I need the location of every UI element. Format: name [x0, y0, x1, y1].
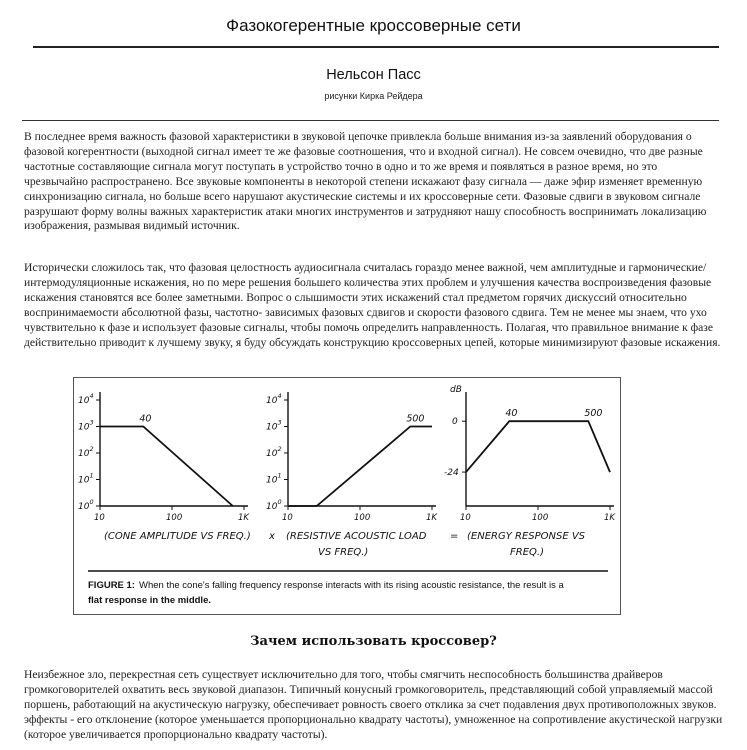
- graph-3-annotation: 40: [505, 408, 518, 420]
- figure-graphs: [74, 378, 621, 615]
- graph-1-y-exponent: 2: [89, 445, 94, 453]
- figure-1: [73, 377, 621, 615]
- operator-multiply: x: [269, 531, 275, 542]
- graph-2-x-tick-label: 1K: [426, 513, 437, 523]
- graph-1-y-tick-label: $10^2$: [78, 445, 94, 459]
- document-title: Фазокогерентные кроссоверные сети: [226, 16, 521, 35]
- graph-2-x-tick-label: 10: [282, 513, 293, 523]
- label-energy-response-2: FREQ.): [510, 547, 544, 558]
- graph-3-x-tick-label: 1K: [604, 513, 615, 523]
- label-acoustic-load-2: VS FREQ.): [318, 547, 369, 558]
- section-heading: Зачем использовать кроссовер?: [250, 634, 497, 649]
- caption-text-part-1: When the cone's falling frequency response interacts with its rising acoustic resistance, the result is a: [138, 580, 564, 591]
- graph-1-y-exponent: 1: [89, 471, 94, 480]
- illustration-credit: рисунки Кирка Рейдера: [324, 91, 423, 101]
- graph-2-y-exponent: 0: [277, 498, 282, 506]
- label-acoustic-load-1: (RESISTIVE ACOUSTIC LOAD: [286, 531, 427, 542]
- graph-3-y-unit: dB: [450, 385, 462, 395]
- graph-1-annotation: 40: [139, 413, 152, 425]
- graph-2-y-exponent: 1: [277, 471, 282, 480]
- graph-2-y-tick-label: $10^4$: [266, 392, 282, 406]
- operator-equals: =: [450, 531, 459, 542]
- label-cone-amplitude: (CONE AMPLITUDE VS FREQ.): [104, 531, 251, 542]
- graph-2-y-exponent: 2: [277, 445, 282, 453]
- paragraph-intro: В последнее время важность фазовой характеристики в звуковой цепочке привлекла больше внимания из-за заявлений оборудования о фазовой когерентности (выходной сигнал имеет те же фазовые соотношения, что и входной сигнал). Не совсем очевидно, что две разные частотные составляющие сигнала могут поступать в устройство точно в одно и то же время и появляться в разное время, но это чрезвычайно распространено. Все звуковые компоненты в некоторой степени искажают фазу сигнала — даже эфир изменяет временную синхронизацию сигнала, но больше всего нарушают акустические системы и их кроссоверные сети. Фазовые сдвиги в звуковом сигнале разрушают форму волны важных характеристик атаки многих инструментов и затрудняют нашу способность воспринимать локализацию изображения, размывая видимый источник.: [24, 130, 707, 233]
- graph-1-y-tick-label: $10^1$: [78, 471, 94, 486]
- label-energy-response-1: (ENERGY RESPONSE VS: [467, 531, 586, 542]
- figure-caption-line-1: [88, 580, 564, 591]
- graph-1-x-tick-label: 100: [166, 513, 183, 523]
- graph-3-series-line: [466, 421, 610, 472]
- figure-caption-line-2: flat response in the middle.: [88, 595, 211, 606]
- graph-2-y-tick-label: $10^3$: [266, 418, 282, 433]
- graph-2-x-tick-label: 100: [354, 513, 371, 523]
- graph-1-y-exponent: 0: [89, 498, 94, 506]
- graph-2-y-exponent: 4: [277, 392, 282, 400]
- paragraph-why-crossover: Неизбежное зло, перекрестная сеть существует исключительно для того, чтобы смягчить неспособность большинства драйверов громкоговорителей охватить весь звуковой диапазон. Типичный конусный громкоговоритель, представляющий собой управляемый массой поршень, работающий на акустическую нагрузку, обеспечивает ровность своего отклика за счет подавления двух противоположных звуков. эффекты - его отклонение (которое уменьшается пропорционально квадрату частоты), умноженное на сопротивление акустической нагрузки (которое увеличивается пропорционально квадрату частоты).: [24, 668, 723, 741]
- caption-label: FIGURE 1:: [88, 580, 135, 591]
- graph-2-y-tick-label: $10^2$: [266, 445, 282, 459]
- graph-1-y-tick-label: $10^3$: [78, 418, 94, 433]
- graph-1-x-tick-label: 10: [94, 513, 105, 523]
- paragraph-history: Исторически сложилось так, что фазовая целостность аудиосигнала считалась гораздо менее важной, чем амплитудные и гармонические/ интермодуляционные искажения, но по мере решения большего количества этих проблем и улучшения качества воспроизведения фазовые искажения становятся все более заметными. Вопрос о слышимости этих искажений стал предметом горячих дискуссий относительно воспринимаемости абсолютной фазы, частотно- зависимых фазовых сдвигов и скорости фазового сдвига. Тем не менее мы знаем, что ухо чувствительно к фазе и использует фазовые сигналы, чтобы помочь определить направленность. Полагая, что правильное внимание к фазе действительно приводит к лучшему звуку, я буду обсуждать конструкцию кроссоверных цепей, которые минимизируют фазовые искажения.: [24, 261, 721, 349]
- graph-3-annotation: 500: [584, 408, 603, 420]
- graph-1-x-tick-label: 1K: [238, 513, 249, 523]
- graph-1-y-tick-label: $10^0$: [78, 498, 94, 512]
- graph-2-y-tick-label: $10^0$: [266, 498, 282, 512]
- graph-1-y-tick-label: $10^4$: [78, 392, 94, 406]
- graph-2-y-exponent: 3: [277, 418, 282, 427]
- graph-3-y-tick-label: 0: [452, 417, 458, 428]
- author-name: Нельсон Пасс: [326, 67, 421, 83]
- graph-1-series-line: [100, 427, 233, 507]
- graph-1-y-exponent: 3: [89, 418, 94, 427]
- header-divider: [22, 120, 719, 121]
- graph-2-series-line: [288, 427, 432, 507]
- graph-2-y-tick-label: $10^1$: [266, 471, 282, 486]
- title-divider: [33, 46, 719, 48]
- graph-3-y-tick-label: -24: [444, 468, 459, 479]
- graph-3-x-tick-label: 10: [460, 513, 471, 523]
- graph-3-x-tick-label: 100: [532, 513, 549, 523]
- graph-1-y-exponent: 4: [89, 392, 94, 400]
- graph-2-annotation: 500: [406, 413, 425, 425]
